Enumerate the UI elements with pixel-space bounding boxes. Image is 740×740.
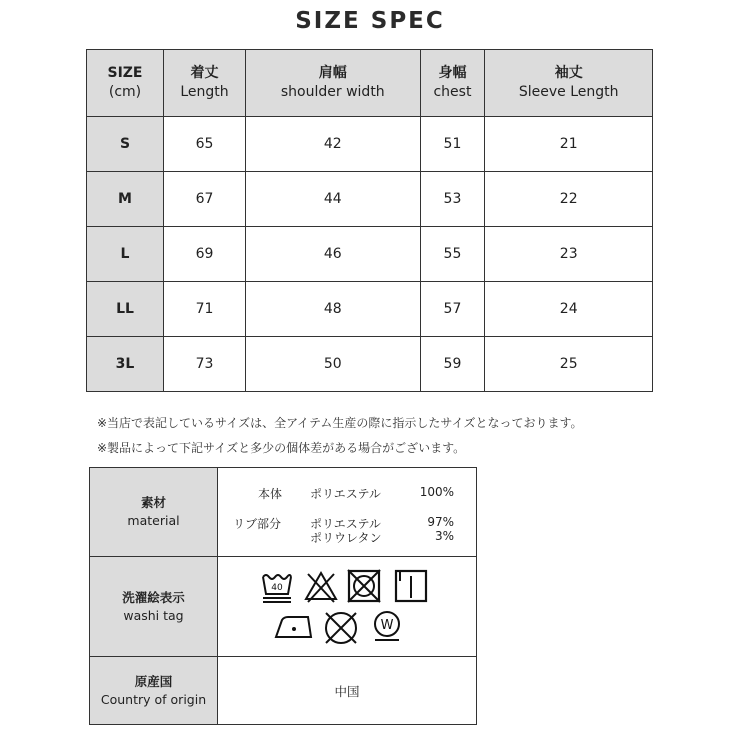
chest-header xyxy=(420,50,485,117)
table-row xyxy=(87,227,653,282)
wash-temp: 40 xyxy=(271,583,283,593)
wet-clean-letter: W xyxy=(380,618,394,633)
length-cell: 69 xyxy=(164,227,246,282)
iron-low-icon xyxy=(273,612,317,642)
table-row xyxy=(87,337,653,392)
sleeve-cell: 24 xyxy=(485,282,653,337)
chest-cell: 53 xyxy=(420,172,485,227)
rib-fabric-2: ポリウレタン xyxy=(310,531,382,545)
size-table xyxy=(86,49,653,392)
chest-cell: 55 xyxy=(420,227,485,282)
rib-part-label: リブ部分 xyxy=(233,517,282,531)
shoulder-cell: 44 xyxy=(246,172,420,227)
origin-label-en: Country of origin xyxy=(100,691,207,707)
line-dry-icon xyxy=(393,568,429,604)
sleeve-cell: 22 xyxy=(485,172,653,227)
no-dry-clean-icon xyxy=(322,609,360,647)
size-cell: LL xyxy=(87,282,164,337)
table-row xyxy=(87,172,653,227)
shoulder-cell: 48 xyxy=(246,282,420,337)
chest-cell: 57 xyxy=(420,282,485,337)
washi-label-en: washi tag xyxy=(123,607,184,623)
size-cell: S xyxy=(87,117,164,172)
size-cell: 3L xyxy=(87,337,164,392)
origin-label-ja: 原産国 xyxy=(134,673,173,689)
table-row xyxy=(87,117,653,172)
size-table-header xyxy=(87,50,653,117)
length-cell: 67 xyxy=(164,172,246,227)
chest-cell: 51 xyxy=(420,117,485,172)
shoulder-cell: 42 xyxy=(246,117,420,172)
shoulder-header xyxy=(246,50,420,117)
sleeve-cell: 21 xyxy=(485,117,653,172)
note-line: ※製品によって下記サイズと多少の個体差がある場合がございます。 xyxy=(97,441,466,455)
shoulder-cell: 46 xyxy=(246,227,420,282)
size-header-label: SIZE xyxy=(107,65,143,81)
no-bleach-icon xyxy=(303,569,339,603)
wash-40-icon xyxy=(260,569,294,603)
length-cell: 65 xyxy=(164,117,246,172)
size-header-unit: (cm) xyxy=(108,84,142,100)
washi-label xyxy=(90,557,218,657)
note-line: ※当店で表記しているサイズは、全アイテム生産の際に指示したサイズとなっております。 xyxy=(97,416,583,430)
page-title: SIZE SPEC xyxy=(295,8,445,34)
chest-header-ja: 身幅 xyxy=(438,65,467,81)
length-header-ja: 着丈 xyxy=(190,65,219,81)
size-cell: M xyxy=(87,172,164,227)
rib-percent-2: 3% xyxy=(434,529,454,543)
no-tumble-dry-icon xyxy=(346,568,382,604)
length-header xyxy=(164,50,246,117)
size-header xyxy=(87,50,164,117)
rib-percent-1: 97% xyxy=(427,515,454,529)
material-content xyxy=(218,468,477,557)
body-part-label: 本体 xyxy=(258,487,283,501)
material-row xyxy=(90,468,477,557)
rib-fabric-1: ポリエステル xyxy=(310,517,381,531)
length-header-en: Length xyxy=(180,84,229,100)
shoulder-header-en: shoulder width xyxy=(280,84,385,100)
body-fabric: ポリエステル xyxy=(310,487,381,501)
sleeve-header xyxy=(485,50,653,117)
shoulder-cell: 50 xyxy=(246,337,420,392)
table-row xyxy=(87,282,653,337)
spec-table xyxy=(89,467,477,725)
washi-row xyxy=(90,557,477,657)
sleeve-cell: 25 xyxy=(485,337,653,392)
origin-value: 中国 xyxy=(218,657,477,725)
material-label xyxy=(90,468,218,557)
size-notes xyxy=(97,411,583,461)
length-cell: 71 xyxy=(164,282,246,337)
chest-header-en: chest xyxy=(433,84,472,100)
material-label-ja: 素材 xyxy=(140,495,166,510)
wet-clean-icon xyxy=(371,609,403,647)
shoulder-header-ja: 肩幅 xyxy=(318,65,347,81)
origin-label xyxy=(90,657,218,725)
length-cell: 73 xyxy=(164,337,246,392)
size-cell: L xyxy=(87,227,164,282)
material-label-en: material xyxy=(127,513,180,528)
chest-cell: 59 xyxy=(420,337,485,392)
sleeve-cell: 23 xyxy=(485,227,653,282)
washi-label-ja: 洗濯絵表示 xyxy=(122,589,185,605)
origin-row xyxy=(90,657,477,725)
washi-icons xyxy=(218,557,477,657)
sleeve-header-ja: 袖丈 xyxy=(554,65,583,81)
sleeve-header-en: Sleeve Length xyxy=(518,84,619,100)
body-percent: 100% xyxy=(419,485,454,499)
